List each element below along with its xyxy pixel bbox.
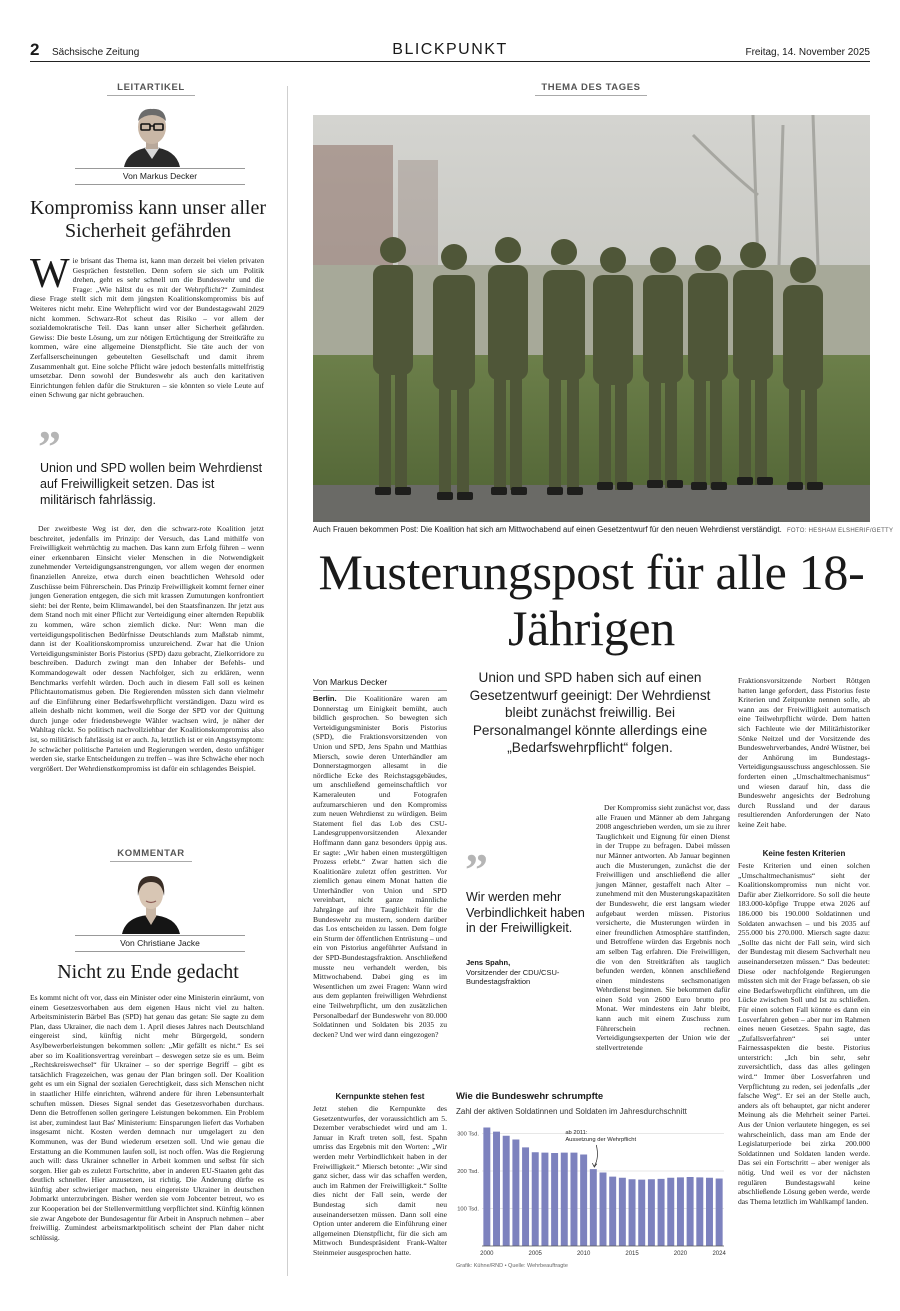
chart-title: Wie die Bundeswehr schrumpfte xyxy=(456,1091,604,1102)
chart-bar xyxy=(532,1152,539,1246)
author-portrait-decker xyxy=(104,103,200,167)
article-col3-a: Fraktionsvorsitzende Norbert Röttgen hatten lange gefordert, dass Pistorius feste Kriterien und Zeitpunkte nennen solle, ab wann aus der Freiwilligkeit automatisch eine Teilwehrpflicht würde. Dem hatten sich Fachleute wie der Militärhistoriker Sönke Neitzel und der Vorsitzende des Bundeswehrverbandes, André Wüstner, bei der Anhörung im Bundestags-Verteidigungsausschuss angeschlossen. Sie forderten einen „Umschaltmechanismus“ und wiesen darauf hin, dass die Bundeswehr angesichts der Bedrohung durch Russland und der daraus resultierenden Anforderungen der Nato keine Zeit habe. xyxy=(738,676,870,829)
chart-subtitle: Zahl der aktiven Soldatinnen und Soldaten im Jahresdurchschnitt xyxy=(456,1107,687,1116)
issue-date: Freitag, 14. November 2025 xyxy=(745,47,870,58)
column-divider xyxy=(287,86,288,1276)
dropcap: W xyxy=(30,251,70,297)
y-tick-label: 200 Tsd. xyxy=(457,1169,479,1175)
article-col2: Der Kompromiss sieht zunächst vor, dass alle Frauen und Männer ab dem Jahrgang 2008 angeschrieben werden, um sie zu ihrer Tauglichkeit und Eignung für einen Dienst in der Truppe zu befragen. Dabei müssen nur Männer antworten. Ab Januar beginnen auch die Musterungen, zunächst die der Freiwilligen und anschließend die aller jungen Männer, gestaffelt nach Alter – zunehmend mit den Musterungskapazitäten der Bundeswehr, die erst langsam wieder aufgebaut werden müssen. Pistorius versicherte, die Musterungen würden in einer freundlichen Atmosphäre stattfinden, und Betroffene würden das Ergebnis noch am selben Tag erfahren. Die Freiwilligen, die von den Streitkräften als tauglich befunden werden, können anschließend einen mindestens sechsmonatigen Wehrdienst beginnen. Sie bekommen dafür einen Sold von 2600 Euro brutto pro Monat. Wer mindestens ein Jahr bleibt, kann auch mit einem Zuschuss zum Führerschein rechnen. Verteidigungsexperten der Union wie der stellvertretende xyxy=(596,803,730,1052)
chart-bar xyxy=(541,1153,548,1246)
newspaper-name: Sächsische Zeitung xyxy=(52,47,140,58)
y-tick-label: 300 Tsd. xyxy=(457,1131,479,1138)
photo-credit: FOTO: HESHAM ELSHERIF/GETTY xyxy=(786,528,894,534)
chart-annotation: Aussetzung der Wehrpflicht xyxy=(565,1137,637,1143)
x-tick-label: 2000 xyxy=(480,1251,494,1257)
chart-bar xyxy=(503,1136,510,1246)
chart-bar xyxy=(629,1179,636,1246)
thema-label: THEMA DES TAGES xyxy=(535,82,647,96)
page-header xyxy=(30,40,870,62)
chart-bar xyxy=(619,1178,626,1246)
chart-bar xyxy=(658,1179,665,1246)
chart-annotation: ab 2011: xyxy=(565,1130,588,1136)
bar-chart xyxy=(452,1118,732,1278)
subhead-kernpunkte: Kernpunkte stehen fest xyxy=(335,1092,425,1101)
pull-quote-mark-icon: ” xyxy=(465,844,488,895)
quote-mark-icon: ” xyxy=(38,421,61,472)
x-tick-label: 2020 xyxy=(673,1251,688,1257)
chart-bar xyxy=(609,1177,616,1246)
chart-bar xyxy=(551,1153,558,1246)
chart-bar xyxy=(512,1140,519,1247)
chart-bar xyxy=(667,1178,674,1246)
chart-bar xyxy=(483,1128,490,1247)
author-rule xyxy=(75,168,245,169)
annotation-arrow xyxy=(594,1145,597,1166)
hero-photo xyxy=(313,115,870,522)
x-tick-label: 2015 xyxy=(625,1251,639,1257)
chart-source: Grafik: Kühne/RND • Quelle: Wehrbeauftragte xyxy=(456,1263,568,1269)
article-dek: Union und SPD haben sich auf einen Gesetzentwurf geeinigt: Der Wehrdienst bleibt zunächst freiwillig. Bei Personalmangel könnte allerdings eine „Bedarfswehrpflicht“ folgen. xyxy=(469,670,711,755)
subhead-kriterien: Keine festen Kriterien xyxy=(762,849,846,858)
chart-bar xyxy=(638,1180,645,1246)
article-col1-a: Berlin. Die Koalitionäre waren am Donnerstag um Einigkeit bemüht, auch bildlich gesprochen. So bewegten sich Verteidigungsminister Boris Pistorius (SPD), die Fraktionsvorsitzenden von Union und SPD, Jens Spahn und Matthias Miersch, sowie deren Unterhändler am Donnerstagmorgen allesamt in die nördliche Ecke des Reichstagsgebäudes, um anschließend gemeinschaftlich vor Kameraleuten und Fotografen aufzumarschieren und den Kompromiss zum neuen Wehrdienst zu würdigen. Beim Statement fiel das Lob des CSU-Landesgruppenvorsitzenden Alexander Hoffmann dann ganz besonders üppig aus. Er sagte: „Wir haben einen mustergültigen Prozess erlebt.“ Zwar hatten sich die Koalitionäre zuletzt offen gestritten. Vor ziemlich genau einem Monat hatten die Unterhändler von Union und SPD vereinbart, nicht ganze männliche Jahrgänge auf ihre Tauglichkeit für die Bundeswehr zu mustern, sondern darüber das Los entscheiden zu lassen. Dem folgte ein Sturm der öffentlichen Entrüstung – und ein von Pistorius angeführter Aufstand in der SPD-Bundestagsfraktion. Anschließend musste neu verhandelt werden, bis Mittwochabend. Dabei ging es im Wesentlichen um zwei Fragen: Wann wird aus dem geplanten freiwilligen Wehrdienst eine Teilwehrpflicht, um den zusätzlichen Personalbedarf der Bundeswehr von 80.000 Soldatinnen und Soldaten bis 2035 zu decken? Und wer wird dann eingezogen? xyxy=(313,694,447,1039)
photo-caption: Auch Frauen bekommen Post: Die Koalition hat sich am Mittwochabend auf einen Gesetzentwurf für den neuen Wehrdienst verständigt. FOTO: HESHAM ELSHERIF/GETTY xyxy=(313,525,894,534)
chart-bar xyxy=(687,1177,694,1246)
x-tick-label: 2010 xyxy=(576,1251,591,1257)
leitartikel-headline: Kompromiss kann unser aller Sicherheit gefährden xyxy=(29,197,267,242)
section-title: BLICKPUNKT xyxy=(392,41,508,58)
article-col1-b: Jetzt stehen die Kernpunkte des Gesetzentwurfes, der voraussichtlich am 5. Dezember verabschiedet wird und am 1. Januar in Kraft treten soll, fest. Spahn umriss das Ergebnis mit den Worten: „Wir werden mehr Verbindlichkeit haben in der Freiwilligkeit.“ Miersch betonte: „Wir sind ganz sicher, dass wir das schaffen werden, auch im Rahmen der Freiwilligkeit.“ Sollte dies nicht der Fall sein, werde der Bundestag sich damit neu auseinandersetzen müssen. Dann soll eine Option unter anderem die Einführung einer allgemeinen Dienstpflicht, für die sich am Mittwoch Bundespräsident Frank-Walter Steinmeier ausgesprochen hatte. xyxy=(313,1104,447,1257)
leitartikel-label: LEITARTIKEL xyxy=(107,82,195,96)
chart-bar xyxy=(561,1153,568,1246)
y-tick-label: 100 Tsd. xyxy=(457,1206,479,1213)
article-byline: Von Markus Decker xyxy=(313,677,447,691)
chart-bar xyxy=(600,1173,607,1247)
leitartikel-body-2: Der zweitbeste Weg ist der, den die schwarz-rote Koalition jetzt beschreitet, jedenfalls im Prinzip: der Versuch, das Land mithilfe von Freiwilligkeit wehrtüchtig zu machen. Das kann zum Erfolg führen – wenn einer erkennbaren Einsicht vieler Menschen in die Notwendigkeit zunehmender Verteidigungsanstrengungen, vor allem wegen der enormen finanziellen Anreize, etwa durch einen beachtlichen Wehrsold oder Zuschüsse beim Führerschein. Das Prinzip Freiwilligkeit kommt ferner einer jungen Generation entgegen, die sich mit krassen Zumutungen konfrontiert sieht: bei der Rente, beim Klimawandel, bei den Staatsfinanzen. Ihr jetzt aus dem Stand noch mit einer Pflicht zur Verteidigung einer alternden Republik zu kommen, wäre schon ziemlich dicke. Nur: Wenn man die verteidigungspolitischen Bedürfnisse Deutschlands zum Maßstab nimmt, dann ist der Koalitionskompromiss unzureichend. Zwar hat die Union Verteidigungsminister Boris Pistorius (SPD) dazu gebracht, Zielkorridore zu beschreiben. Dadurch zwingt man den Inhaber der Befehls- und Kommandogewalt oder dessen Nachfolger, sich zu erklären, wenn Benchmarks verfehlt würden. Doch auch in diesem Fall soll es keinen Pflichtautomatismus geben. Die Regierenden müssten sich dann vielmehr auf die Einführung einer Bedarfswehrpflicht verständigen. Dazu wird es allein deshalb nicht kommen, weil die Sorge der SPD vor der Quittung durch junge oder friedensbewegte Wähler wachsen wird, je näher der Wahltag rückt. So politisch nachvollziehbar der Koalitionskompromiss also ist, so militärisch fahrlässig ist er auch. Ja, letztlich ist er ein Angstsymptom: Je schwächer politische Parteien und Regierungen werden, desto unfähiger werden sie, starke Entscheidungen zu treffen – was ihre Schwäche eher noch vergrößert. Der Wehrdienstkompromiss ist dafür ein schlagendes Beispiel. xyxy=(30,524,264,773)
x-tick-label: 2024 xyxy=(712,1251,726,1257)
dateline: Berlin. xyxy=(313,694,337,703)
chart-bar xyxy=(677,1177,684,1246)
chart-bar xyxy=(696,1177,703,1246)
chart-bar xyxy=(493,1132,500,1246)
chart-bar xyxy=(580,1155,587,1247)
chart-bar xyxy=(590,1169,597,1246)
chart-bar xyxy=(706,1178,713,1246)
author-byline-jacke: Von Christiane Jacke xyxy=(75,938,245,952)
pull-quote: Wir werden mehr Verbindlichkeit haben in der Freiwilligkeit. xyxy=(466,890,585,935)
chart-bar xyxy=(522,1147,529,1246)
pull-quote-author: Jens Spahn, Vorsitzender der CDU/CSU-Bundestagsfraktion xyxy=(466,958,560,986)
chart-bar xyxy=(570,1153,577,1246)
x-tick-label: 2005 xyxy=(528,1251,542,1257)
leitartikel-quote: Union und SPD wollen beim Wehrdienst auf Freiwilligkeit setzen. Das ist militärisch fahrlässig. xyxy=(40,461,263,507)
chart-bar xyxy=(716,1179,723,1247)
kommentar-label: KOMMENTAR xyxy=(110,848,192,862)
kommentar-headline: Nicht zu Ende gedacht xyxy=(57,961,239,983)
main-headline: Musterungspost für alle 18-Jährigen xyxy=(318,544,865,656)
author-rule-2 xyxy=(75,935,245,936)
article-col3-b: Feste Kriterien und einen solchen „Umschaltmechanismus“ sieht der Koalitionskompromiss nun nicht vor. Dafür aber Zielkorridore. So soll die heute 183.000-köpfige Truppe etwa 2026 auf 186.000 bis 190.000 Soldatinnen und Soldaten anwachsen – und bis 2035 auf 255.000 bis 270.000. Miersch sagte dazu: „Sollte das nicht der Fall sein, wird sich der Bundestag mit diesem Sachverhalt neu auseinandersetzen müssen.“ Das bedeutet: Diese oder nachfolgende Regierungen müssten sich mit der Frage befassen, ob sie eine Bedarfswehrpflicht einführen, um die Lücke zwischen Soll und Ist zu schließen. Für einen solchen Fall könnte es dann ein Losverfahren geben – aber nur im Rahmen eines neuen Gesetzes. Spahn sagte, das „Zufallsverfahren“ sei unter Fairnessaspekten die beste. Pistorius unterstrich: „Ich bin sehr, sehr zuversichtlich, dass das alles gelingen wird.“ Immer über Losverfahren und Verpflichtung zu reden, sei jedenfalls „der falsche Weg“. Er sei an der Stelle auch, anders als oft behauptet, gar nicht anderer Meinung als die Mehrheit seiner Partei. Aus der Union verlautete hingegen, es sei wahrscheinlich, dass man am Ende der Legislaturperiode bei zirka 200.000 Soldatinnen und Soldaten landen werde. Das sei ein Fortschritt – aber weniger als nötig. Und weil es vor der nächsten regulären Bundestagswahl keine abschließende Lösung geben werde, werde das Thema letztlich im Wahlkampf landen. xyxy=(738,861,870,1206)
author-byline-decker: Von Markus Decker xyxy=(75,171,245,185)
leitartikel-body: Wie brisant das Thema ist, kann man derzeit bei vielen privaten Gesprächen feststellen. Denn sofern sie sich um Politik drehen, geht es sehr schnell um die Bundeswehr und die Frage: „Wie hältst du es mit der Wehrpflicht?“ Zumindest diese Frage stellt sich mit dem jüngsten Koalitionskompromiss bis auf Weiteres nicht mehr. Eine Wehrpflicht wird vor der Bundestagswahl 2029 nicht kommen. Schwarz-Rot scheut das Risiko – vor allem der sozialdemokratische Teil. Das kann unser aller Sicherheit gefährden. Gewiss: Die beste Lösung, um zur nötigen Ertüchtigung der Streitkräfte zu kommen, wäre eine allgemeine Dienstpflicht. Sie täte auch der von Zerfallserscheinungen gebeutelten Gesellschaft und damit ihrem Zusammenhalt gut. Eine solche Pflicht wäre jedoch bestenfalls mittelfristig umsetzbar. Denn sowohl der Bundeswehr als auch den karitativen Einrichtungen fehlen dafür die Strukturen – sie könnten so viele Leute auf einen Schwung gar nicht gebrauchen. xyxy=(30,251,264,400)
chart-bar xyxy=(648,1179,655,1246)
author-portrait-jacke xyxy=(110,868,192,934)
page-number: 2 xyxy=(30,40,40,59)
kommentar-body: Es kommt nicht oft vor, dass ein Minister oder eine Ministerin einräumt, von einem Gesetzesvorhaben aus dem eigenen Haus nicht viel zu halten. Arbeitsministerin Bärbel Bas (SPD) hat genau das getan: Sie sagte zu dem Plan, dass Ukrainer, die nach dem 1. April dieses Jahres nach Deutschland eingereist sind, künftig nicht mehr Bürgergeld, sondern Asylbewerberleistungen bekommen sollen: „Mir gefällt es nicht.“ Es sei aber so im Koalitionsvertrag vereinbart – deswegen setze sie es um. Beim „Rechtskreiswechsel“ für Ukrainer – so der sperrige Begriff – gibt es tatsächlich Fragezeichen, was genau der Plan bringen soll. Der Koalition geht es um ein Signal der sozialen Gerechtigkeit, dass sich Menschen nicht in staatlicher Hilfe einrichten, während andere für ihren Lebensunterhalt schuften müssen. Dieses Signal sendet das Gesetzesvorhaben durchaus. Denn die Betroffenen sollen geringere Leistungen bekommen. Ein Problem ist aber, zumindest laut Bas' Ministerium: Einsparungen liefert das Vorhaben insgesamt nicht. Kosten werden demnach nur umgelagert zu den Kommunen, was der Bund wiederum ersetzen soll. Und wie genau die Erstattung an die Kommunen laufen soll, ist noch offen. Was die Regierung auch will: dass Ukrainer schneller in Arbeit kommen und selbst für sich sorgen. Hier gab es zuletzt Fortschritte, aber in anderen EU-Staaten geht das deutlich schneller. Hier anzusetzen, ist richtig. Die Änderung dürfte es künftig aber schwieriger machen, neu eingereiste Ukrainer in deutschen Jobmarkt unterzubringen. Bisher werden sie vom Jobcenter betreut, wo es zur Kooperation bei der Stellenvermittlung verpflichtet sind. Künftig können sie zwar Angebote der Bundesagentur für Arbeit in Anspruch nehmen – aber freiwillig. Zumindest arbeitsmarktpolitisch scheint der Plan daher nicht schlüssig. xyxy=(30,993,264,1242)
